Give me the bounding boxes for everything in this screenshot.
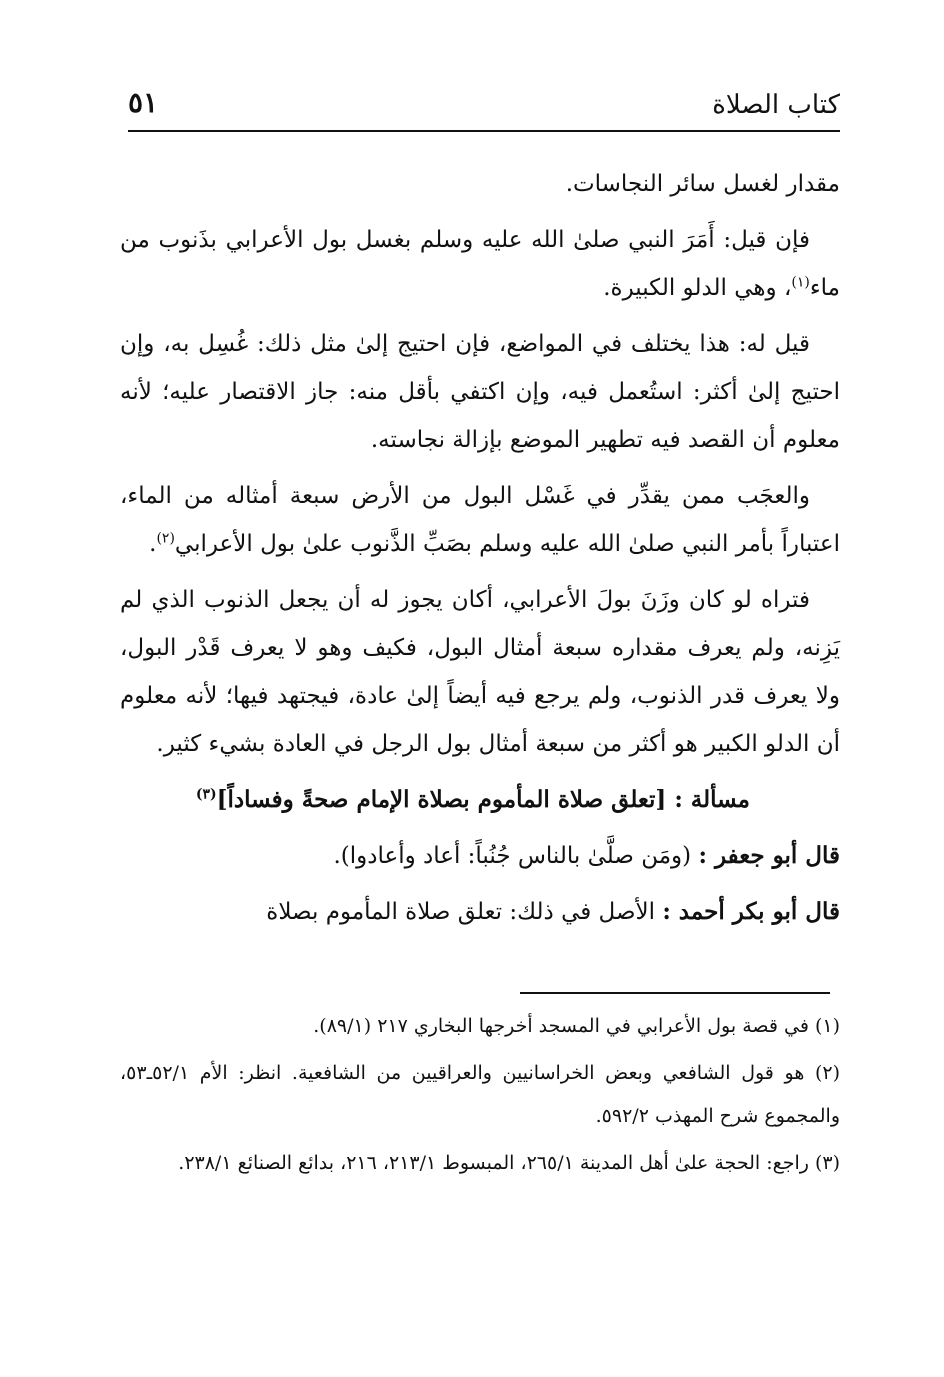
paragraph-3-text: قيل له: هذا يختلف في المواضع، فإن احتيج إلىٰ مثل ذلك: غُسِل به، وإن احتيج إلىٰ أكثر: استُعمل فيه، وإن اكتفي بأقل منه: جاز الاقتصار عليه؛ لأنه معلوم أن القصد فيه تطهير الموضع بإزالة نجاسته. bbox=[120, 331, 840, 453]
speaker-abu-bakr: قال أبو بكر أحمد : bbox=[662, 898, 840, 925]
paragraph-5-text: فتراه لو كان وزَنَ بولَ الأعرابي، أكان يجوز له أن يجعل الذنوب الذي لم يَزِنه، ولم يعرف مقداره سبعة أمثال البول، فكيف وهو لا يعرف قَدْر البول، ولا يعرف قدر الذنوب، ولم يرجع فيه أيضاً إلىٰ عادة، فيجتهد فيها؛ لأنه معلوم أن الدلو الكبير هو أكثر من سبعة أمثال بول الرجل في العادة بشيء كثير. bbox=[120, 587, 840, 757]
paragraph-1 bbox=[120, 160, 840, 208]
quote-abu-jafar bbox=[120, 832, 840, 880]
paragraph-4-tail: . bbox=[149, 531, 157, 557]
running-title: كتاب الصلاة bbox=[712, 90, 840, 120]
paragraph-1-text: مقدار لغسل سائر النجاسات. bbox=[565, 171, 840, 197]
footnote-ref-2: (٢) bbox=[156, 530, 175, 547]
paragraph-2-tail: ، وهي الدلو الكبيرة. bbox=[603, 275, 792, 301]
page-header bbox=[128, 84, 840, 130]
paragraph-2 bbox=[120, 216, 840, 312]
paragraph-5 bbox=[120, 576, 840, 768]
footnote-rule bbox=[520, 992, 830, 994]
quote-abu-jafar-text: (ومَن صلَّىٰ بالناس جُنُباً: أعاد وأعادوا). bbox=[333, 843, 692, 869]
main-text bbox=[120, 160, 840, 944]
speaker-abu-jafar: قال أبو جعفر : bbox=[698, 842, 840, 869]
paragraph-2-text: فإن قيل: أَمَرَ النبي صلىٰ الله عليه وسلم بغسل بول الأعرابي بذَنوب من ماء bbox=[120, 227, 840, 301]
page-number: ٥١ bbox=[128, 86, 159, 119]
footnote-1: (١) في قصة بول الأعرابي في المسجد أخرجها البخاري ٢١٧ (٨٩/١). bbox=[313, 1015, 840, 1037]
masala-title: مسألة : [تعلق صلاة المأموم بصلاة الإمام صحةً وفساداً] bbox=[216, 786, 750, 813]
footnote-3: (٣) راجع: الحجة علىٰ أهل المدينة ٢٦٥/١، المبسوط ٢١٣/١، ٢١٦، بدائع الصنائع ٢٣٨/١. bbox=[178, 1152, 840, 1174]
quote-abu-bakr-text: الأصل في ذلك: تعلق صلاة المأموم بصلاة bbox=[266, 899, 655, 925]
header-rule bbox=[128, 130, 840, 132]
footnote-ref-3: (٣) bbox=[195, 786, 217, 803]
footnote-2: (٢) هو قول الشافعي وبعض الخراسانيين والعراقيين من الشافعية. انظر: الأم ٥٢/١ـ٥٣، والمجموع شرح المهذب ٥٩٢/٢. bbox=[120, 1062, 840, 1127]
paragraph-4 bbox=[120, 472, 840, 568]
masala-heading bbox=[120, 776, 840, 824]
quote-abu-bakr bbox=[120, 888, 840, 936]
paragraph-3 bbox=[120, 320, 840, 464]
footnote-ref-1: (١) bbox=[791, 274, 810, 291]
footnotes bbox=[120, 1005, 840, 1189]
paragraph-4-text: والعجَب ممن يقدِّر في غَسْل البول من الأرض سبعة أمثاله من الماء، اعتباراً بأمر النبي صلىٰ الله عليه وسلم بصَبِّ الذَّنوب علىٰ بول الأعرابي bbox=[120, 483, 840, 557]
